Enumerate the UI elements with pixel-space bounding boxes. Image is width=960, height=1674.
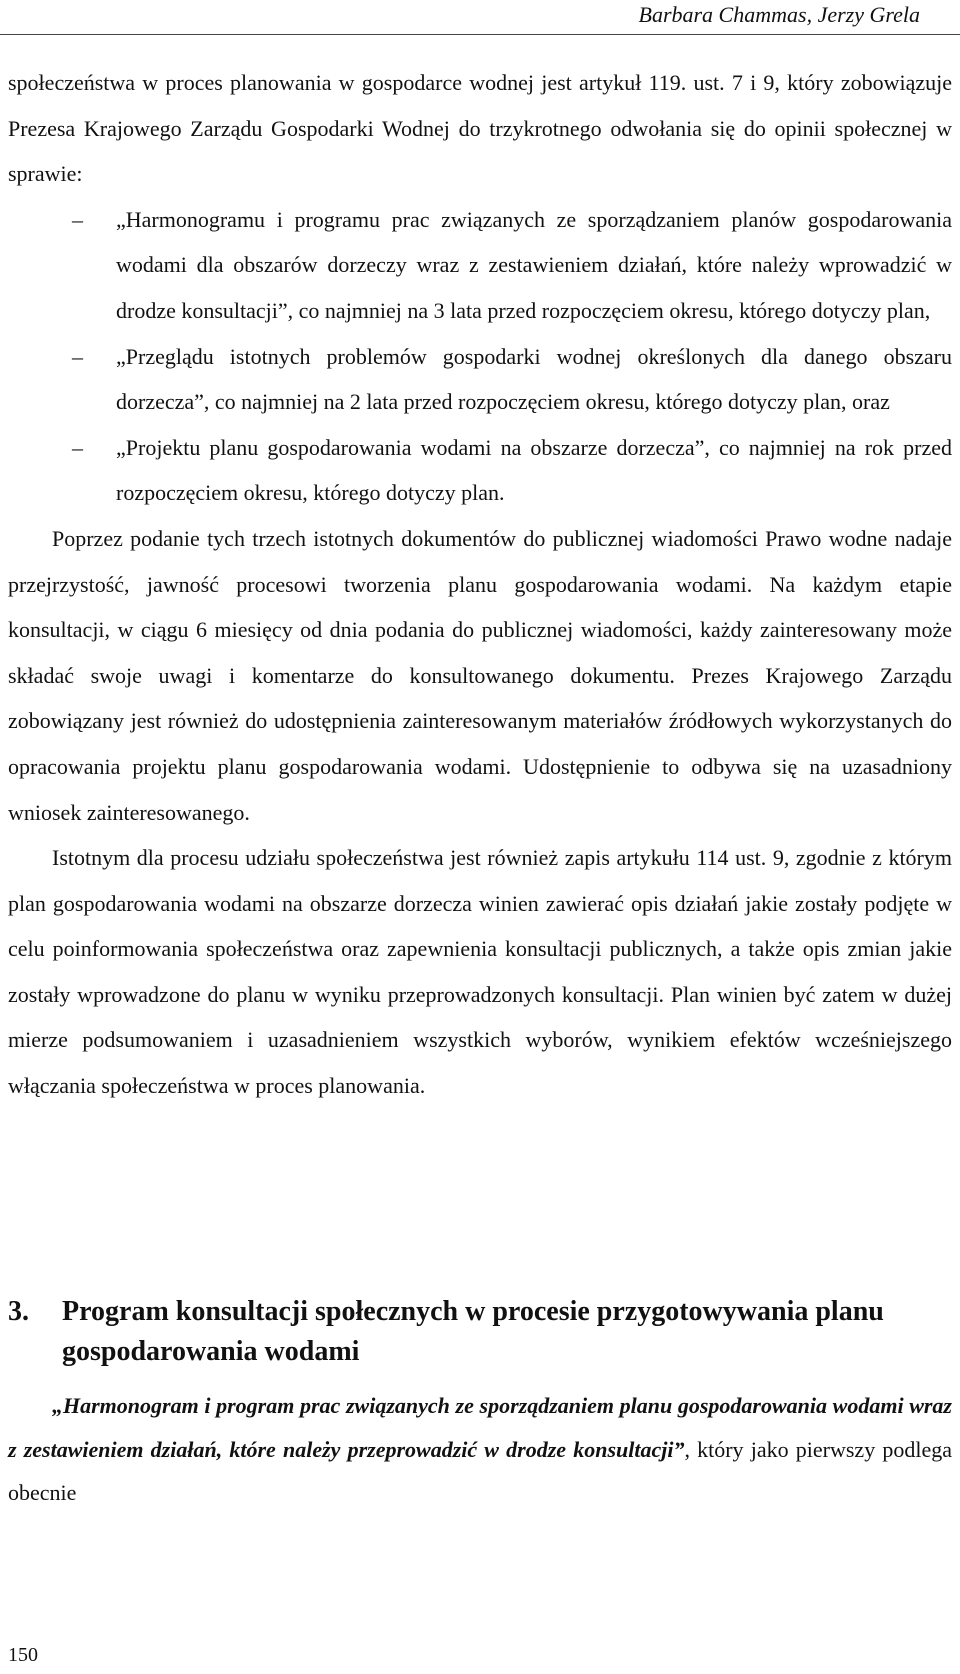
body-text <box>8 60 952 1109</box>
running-header-authors: Barbara Chammas, Jerzy Grela <box>638 2 920 27</box>
list-dash: – <box>72 434 83 460</box>
section-title: Program konsultacji społecznych w procesie przygotowywania planu gospodarowania wodami <box>62 1296 884 1367</box>
list-item <box>8 197 952 334</box>
list-item <box>8 425 952 516</box>
section-number: 3. <box>8 1296 29 1327</box>
page-header <box>0 0 960 35</box>
paragraph-transparency: Poprzez podanie tych trzech istotnych dokumentów do publicznej wiadomości Prawo wodne nadaje przejrzystość, jawność procesowi tworzenia planu gospodarowania wodami. Na każdym etapie konsultacji, w ciągu 6 miesięcy od dnia podania do publicznej wiadomości, każdy zainteresowany może składać swoje uwagi i komentarze do konsultowanego dokumentu. Prezes Krajowego Zarządu zobowiązany jest również do udostępnienia zainteresowanym materiałów źródłowych wykorzystanych do opracowania projektu planu gospodarowania wodami. Udostępnienie to odbywa się na uzasadniony wniosek zainteresowanego. <box>8 525 952 825</box>
page-number: 150 <box>8 1644 38 1666</box>
section-heading <box>8 1292 952 1372</box>
list-item-text: „Przeglądu istotnych problemów gospodarki wodnej określonych dla danego obszaru dorzecza”, co najmniej na 2 lata przed rozpoczęciem okresu, którego dotyczy plan, oraz <box>116 343 952 415</box>
list-dash: – <box>72 343 83 369</box>
list-dash: – <box>72 206 83 232</box>
list-item-text: „Harmonogramu i programu prac związanych ze sporządzaniem planów gospodarowania wodami dla obszarów dorzeczy wraz z zestawieniem działań, które należy wprowadzić w drodze konsultacji”, co najmniej na 3 lata przed rozpoczęciem okresu, którego dotyczy plan, <box>116 206 952 323</box>
section-body <box>8 1384 952 1515</box>
intro-paragraph: społeczeństwa w proces planowania w gospodarce wodnej jest artykuł 119. ust. 7 i 9, który zobowiązuje Prezesa Krajowego Zarządu Gospodarki Wodnej do trzykrotnego odwołania się do opinii społecznej w sprawie: <box>8 70 952 187</box>
section-first-paragraph <box>8 1384 952 1515</box>
consultation-documents-list <box>8 197 952 516</box>
list-item-text: „Projektu planu gospodarowania wodami na obszarze dorzecza”, co najmniej na rok przed rozpoczęciem okresu, którego dotyczy plan. <box>116 434 952 506</box>
paragraph-continuation: , który jako pierwszy podlega obecnie <box>8 1436 952 1505</box>
paragraph-article-114: Istotnym dla procesu udziału społeczeństwa jest również zapis artykułu 114 ust. 9, zgodnie z którym plan gospodarowania wodami na obszarze dorzecza winien zawierać opis działań jakie zostały podjęte w celu poinformowania społeczeństwa oraz zapewnienia konsultacji publicznych, a także opis zmian jakie zostały wprowadzone do planu w wyniku przeprowadzonych konsultacji. Plan winien być zatem w dużej mierze podsumowaniem i uzasadnieniem wszystkich wyborów, wynikiem efektów wcześniejszego włączania społeczeństwa w proces planowania. <box>8 845 952 1099</box>
document-title-emphasis: „Harmonogram i program prac związanych ze sporządzaniem planu gospodarowania wodami wraz z zestawieniem działań, które należy przeprowadzić w drodze konsultacji” <box>8 1393 952 1462</box>
list-item <box>8 334 952 425</box>
